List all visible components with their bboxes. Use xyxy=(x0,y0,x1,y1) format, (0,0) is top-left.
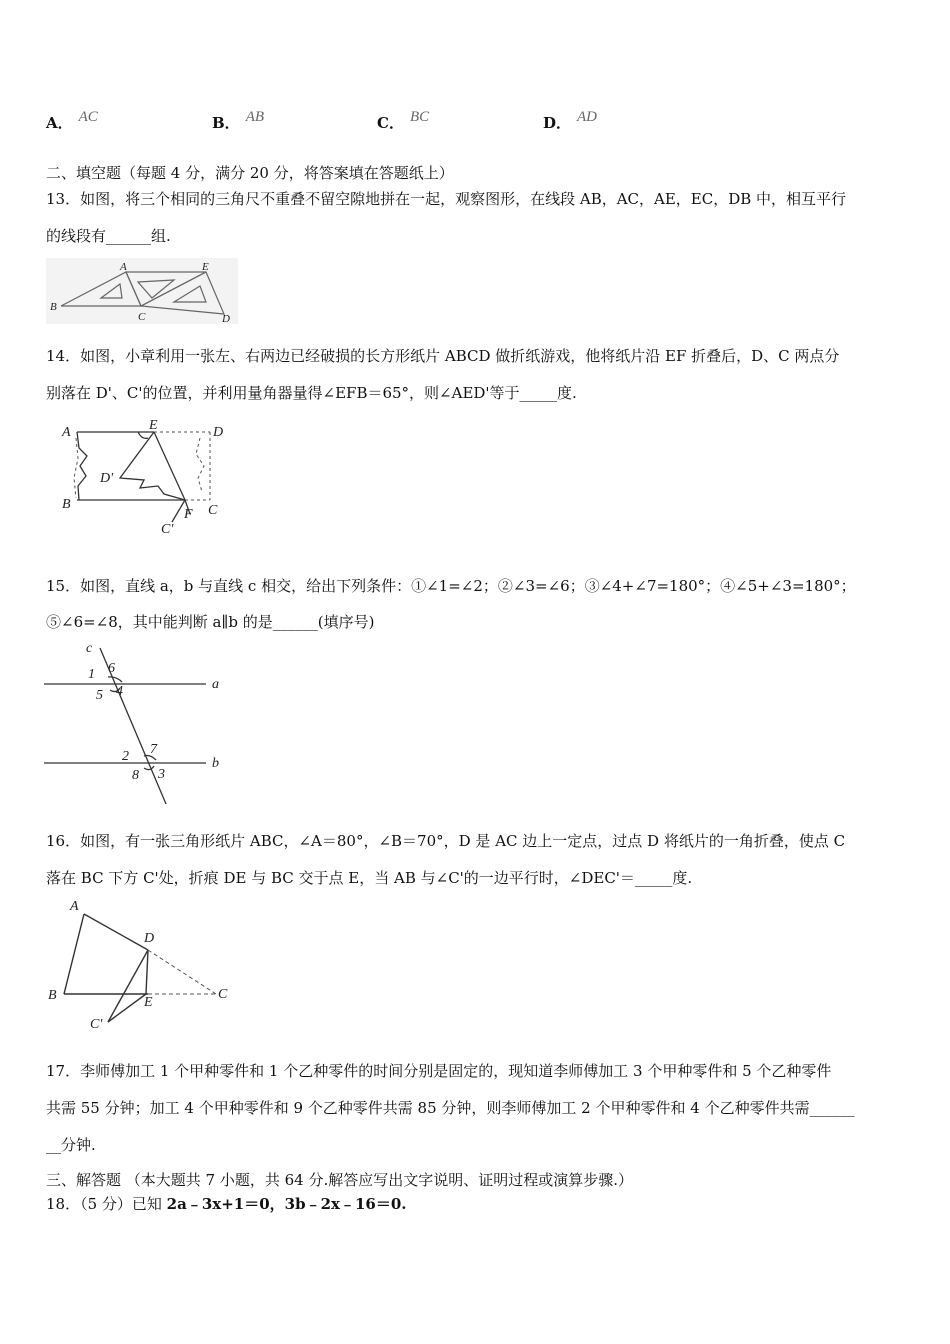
q16-line1: 16．如图，有一张三角形纸片 ABC，∠A＝80°，∠B＝70°，D 是 AC 边上一定点，过点 D 将纸片的一角折叠，使点 C xyxy=(46,832,846,850)
q16-label-b: B xyxy=(48,988,57,1003)
q13-figure xyxy=(46,258,238,324)
q18-equations: 2a﹣3x+1＝0，3b﹣2x﹣16＝0. xyxy=(166,1195,407,1213)
q13-label-d: D xyxy=(222,313,230,324)
q13-label-e: E xyxy=(202,261,209,273)
q15-label-c: c xyxy=(86,641,93,656)
q15-label-6: 6 xyxy=(108,661,115,676)
q14-label-d: D xyxy=(213,425,224,440)
q16-line2: 落在 BC 下方 C'处，折痕 DE 与 BC 交于点 E，当 AB 与∠C'的一边平行时，∠DEC'＝_____度. xyxy=(46,869,693,887)
q13-label-c: C xyxy=(138,311,146,323)
q14-line1: 14．如图，小章利用一张左、右两边已经破损的长方形纸片 ABCD 做折纸游戏，他将纸片沿 EF 折叠后，D、C 两点分 xyxy=(46,347,840,365)
q15-line1: 15．如图，直线 a，b 与直线 c 相交，给出下列条件：①∠1=∠2；②∠3=∠6；③∠4+∠7=180°；④∠5+∠3=180°； xyxy=(46,577,856,595)
q13-line1: 13．如图，将三个相同的三角尺不重叠不留空隙地拼在一起，观察图形，在线段 AB，AC，AE，EC，DB 中，相互平行 xyxy=(46,190,847,208)
q14-label-c-prime: C' xyxy=(161,522,174,537)
q13-line2: 的线段有______组. xyxy=(46,227,171,245)
q18-prefix: 18．（5 分）已知 xyxy=(46,1195,167,1213)
q14-label-a: A xyxy=(62,425,71,440)
q17-line2: 共需 55 分钟；加工 4 个甲种零件和 9 个乙种零件共需 85 分钟，则李师傅加工 2 个甲种零件和 4 个乙种零件共需______ xyxy=(46,1099,855,1117)
q16-label-d: D xyxy=(144,931,155,946)
q13-label-b: B xyxy=(50,301,57,313)
option-a: A． AC xyxy=(46,109,98,132)
q17-line3: __分钟. xyxy=(46,1136,96,1154)
q13-label-a: A xyxy=(120,261,127,273)
q14-label-e: E xyxy=(149,418,158,433)
q15-label-4: 4 xyxy=(116,684,123,699)
q15-label-8: 8 xyxy=(132,768,139,783)
section3-heading: 三、解答题 （本大题共 7 小题，共 64 分.解答应写出文字说明、证明过程或演算步骤.） xyxy=(46,1171,634,1189)
choice-options xyxy=(46,109,746,142)
q14-label-d-prime: D' xyxy=(100,471,114,486)
q15-label-a: a xyxy=(212,677,219,692)
q14-label-b: B xyxy=(62,497,71,512)
q15-label-2: 2 xyxy=(122,749,129,764)
q15-figure xyxy=(44,640,234,810)
option-c: C． BC xyxy=(377,109,430,132)
q15-label-3: 3 xyxy=(158,767,165,782)
section2-heading: 二、填空题（每题 4 分，满分 20 分，将答案填在答题纸上） xyxy=(46,164,454,182)
q18-line xyxy=(46,1194,407,1214)
q17-line1: 17．李师傅加工 1 个甲种零件和 1 个乙种零件的时间分别是固定的，现知道李师傅加工 3 个甲种零件和 5 个乙种零件 xyxy=(46,1062,832,1080)
q16-label-c-prime: C' xyxy=(90,1017,103,1032)
q15-label-1: 1 xyxy=(88,667,95,682)
q16-label-c: C xyxy=(218,987,228,1002)
q14-label-f: F xyxy=(184,507,193,522)
q16-figure xyxy=(46,896,236,1036)
q15-label-7: 7 xyxy=(150,742,157,757)
q14-figure xyxy=(60,418,240,540)
q15-line2: ⑤∠6=∠8，其中能判断 a∥b 的是______(填序号) xyxy=(46,613,375,631)
q14-label-c: C xyxy=(208,503,218,518)
option-d: D． AD xyxy=(543,109,598,132)
q14-line2: 别落在 D'、C'的位置，并利用量角器量得∠EFB＝65°，则∠AED'等于_____度. xyxy=(46,384,577,402)
q15-label-b: b xyxy=(212,756,219,771)
q16-label-e: E xyxy=(144,995,153,1010)
option-b: B． AB xyxy=(212,109,265,132)
q15-label-5: 5 xyxy=(96,688,103,703)
q16-label-a: A xyxy=(70,899,79,914)
